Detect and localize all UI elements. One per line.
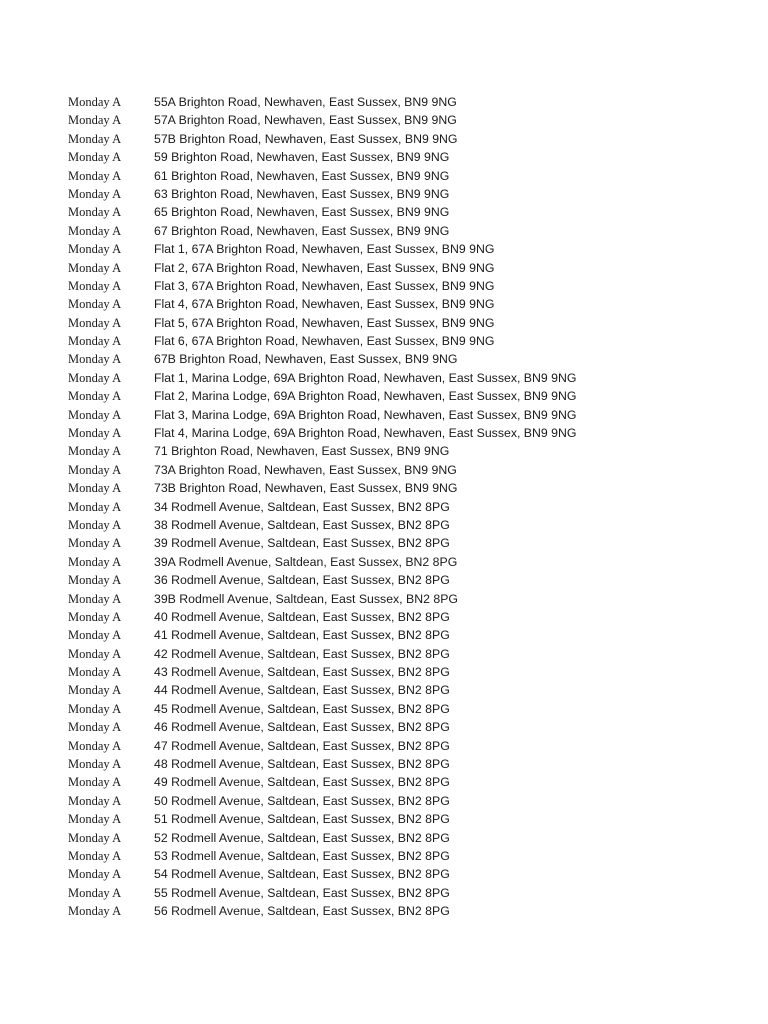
address: Flat 6, 67A Brighton Road, Newhaven, East Sussex, BN9 9NG [154,334,495,349]
address: Flat 4, 67A Brighton Road, Newhaven, East Sussex, BN9 9NG [154,297,495,312]
table-row [0,240,768,258]
address: 39A Rodmell Avenue, Saltdean, East Sussex, BN2 8PG [154,554,458,569]
collection-day: Monday A [68,389,122,404]
address: 71 Brighton Road, Newhaven, East Sussex, BN9 9NG [154,444,450,459]
address: 57A Brighton Road, Newhaven, East Sussex, BN9 9NG [154,113,457,128]
address: Flat 1, 67A Brighton Road, Newhaven, East Sussex, BN9 9NG [154,242,495,257]
address: 59 Brighton Road, Newhaven, East Sussex, BN9 9NG [154,150,450,165]
table-row [0,387,768,405]
collection-day: Monday A [68,885,122,900]
collection-day: Monday A [68,646,122,661]
table-row [0,755,768,773]
address: 39B Rodmell Avenue, Saltdean, East Sussex, BN2 8PG [154,591,458,606]
collection-day: Monday A [68,168,122,183]
address: 63 Brighton Road, Newhaven, East Sussex, BN9 9NG [154,186,450,201]
table-row [0,737,768,755]
address: 61 Brighton Road, Newhaven, East Sussex, BN9 9NG [154,168,450,183]
address: 55 Rodmell Avenue, Saltdean, East Sussex, BN2 8PG [154,885,450,900]
collection-day: Monday A [68,830,122,845]
address: 50 Rodmell Avenue, Saltdean, East Sussex, BN2 8PG [154,793,450,808]
address: Flat 3, 67A Brighton Road, Newhaven, East Sussex, BN9 9NG [154,278,495,293]
address: 34 Rodmell Avenue, Saltdean, East Sussex, BN2 8PG [154,499,450,514]
table-row [0,865,768,883]
address: 36 Rodmell Avenue, Saltdean, East Sussex, BN2 8PG [154,573,450,588]
table-row [0,681,768,699]
address: Flat 4, Marina Lodge, 69A Brighton Road, Newhaven, East Sussex, BN9 9NG [154,426,577,441]
collection-day: Monday A [68,205,122,220]
collection-day: Monday A [68,536,122,551]
table-row [0,553,768,571]
table-row [0,369,768,387]
collection-day: Monday A [68,517,122,532]
table-row [0,203,768,221]
collection-day: Monday A [68,95,122,109]
table-row [0,571,768,589]
table-row [0,424,768,442]
table-row [0,111,768,129]
address: Flat 2, 67A Brighton Road, Newhaven, East Sussex, BN9 9NG [154,260,495,275]
collection-day: Monday A [68,848,122,863]
table-row [0,608,768,626]
table-row [0,810,768,828]
table-row [0,718,768,736]
table-row [0,314,768,332]
address: 73B Brighton Road, Newhaven, East Sussex, BN9 9NG [154,481,458,496]
table-row [0,461,768,479]
address: 57B Brighton Road, Newhaven, East Sussex, BN9 9NG [154,131,458,146]
table-row [0,626,768,644]
table-row [0,350,768,368]
collection-day: Monday A [68,499,122,514]
table-row [0,534,768,552]
table-row [0,590,768,608]
table-row [0,277,768,295]
collection-day: Monday A [68,260,122,275]
collection-day: Monday A [68,738,122,753]
address: 38 Rodmell Avenue, Saltdean, East Sussex, BN2 8PG [154,517,450,532]
table-row [0,93,768,111]
collection-day: Monday A [68,720,122,735]
collection-day: Monday A [68,573,122,588]
table-row [0,792,768,810]
table-row [0,479,768,497]
table-row [0,332,768,350]
collection-day: Monday A [68,150,122,165]
address: 40 Rodmell Avenue, Saltdean, East Sussex, BN2 8PG [154,609,450,624]
collection-day: Monday A [68,904,122,919]
collection-day: Monday A [68,609,122,624]
collection-day: Monday A [68,793,122,808]
collection-day: Monday A [68,113,122,128]
collection-day: Monday A [68,683,122,698]
collection-day: Monday A [68,242,122,257]
collection-day: Monday A [68,462,122,477]
address: 51 Rodmell Avenue, Saltdean, East Sussex, BN2 8PG [154,812,450,827]
address: 67 Brighton Road, Newhaven, East Sussex, BN9 9NG [154,223,450,238]
table-row [0,902,768,920]
address: Flat 2, Marina Lodge, 69A Brighton Road, Newhaven, East Sussex, BN9 9NG [154,389,577,404]
address: Flat 3, Marina Lodge, 69A Brighton Road, Newhaven, East Sussex, BN9 9NG [154,407,577,422]
table-row [0,185,768,203]
collection-day: Monday A [68,867,122,882]
address: 46 Rodmell Avenue, Saltdean, East Sussex, BN2 8PG [154,720,450,735]
table-row [0,259,768,277]
collection-day: Monday A [68,775,122,790]
address: 55A Brighton Road, Newhaven, East Sussex, BN9 9NG [154,95,457,109]
address: 56 Rodmell Avenue, Saltdean, East Sussex, BN2 8PG [154,904,450,919]
collection-day: Monday A [68,278,122,293]
collection-day: Monday A [68,628,122,643]
table-row [0,222,768,240]
address: 47 Rodmell Avenue, Saltdean, East Sussex, BN2 8PG [154,738,450,753]
table-row [0,130,768,148]
collection-day: Monday A [68,370,122,385]
table-row [0,295,768,313]
address: 39 Rodmell Avenue, Saltdean, East Sussex, BN2 8PG [154,536,450,551]
address: 45 Rodmell Avenue, Saltdean, East Sussex, BN2 8PG [154,701,450,716]
collection-day: Monday A [68,223,122,238]
address: 43 Rodmell Avenue, Saltdean, East Sussex, BN2 8PG [154,665,450,680]
address: 42 Rodmell Avenue, Saltdean, East Sussex, BN2 8PG [154,646,450,661]
table-row [0,645,768,663]
address: 48 Rodmell Avenue, Saltdean, East Sussex, BN2 8PG [154,757,450,772]
collection-day: Monday A [68,444,122,459]
table-row [0,406,768,424]
table-row [0,498,768,516]
table-row [0,148,768,166]
collection-day: Monday A [68,315,122,330]
address: 54 Rodmell Avenue, Saltdean, East Sussex, BN2 8PG [154,867,450,882]
collection-day: Monday A [68,407,122,422]
table-row [0,167,768,185]
table-row [0,773,768,791]
collection-day: Monday A [68,701,122,716]
collection-day: Monday A [68,352,122,367]
collection-day: Monday A [68,426,122,441]
address: Flat 1, Marina Lodge, 69A Brighton Road, Newhaven, East Sussex, BN9 9NG [154,370,577,385]
address: 52 Rodmell Avenue, Saltdean, East Sussex, BN2 8PG [154,830,450,845]
address: 67B Brighton Road, Newhaven, East Sussex, BN9 9NG [154,352,458,367]
collection-day: Monday A [68,757,122,772]
collection-day: Monday A [68,186,122,201]
table-row [0,700,768,718]
collection-day: Monday A [68,481,122,496]
table-row [0,847,768,865]
collection-day: Monday A [68,591,122,606]
address: 44 Rodmell Avenue, Saltdean, East Sussex, BN2 8PG [154,683,450,698]
address: 65 Brighton Road, Newhaven, East Sussex, BN9 9NG [154,205,450,220]
table-row [0,884,768,902]
collection-day: Monday A [68,812,122,827]
collection-day: Monday A [68,554,122,569]
collection-day: Monday A [68,334,122,349]
collection-day: Monday A [68,665,122,680]
address: 41 Rodmell Avenue, Saltdean, East Sussex, BN2 8PG [154,628,450,643]
table-row [0,516,768,534]
collection-day: Monday A [68,131,122,146]
address: 49 Rodmell Avenue, Saltdean, East Sussex, BN2 8PG [154,775,450,790]
address: 73A Brighton Road, Newhaven, East Sussex, BN9 9NG [154,462,457,477]
address: Flat 5, 67A Brighton Road, Newhaven, East Sussex, BN9 9NG [154,315,495,330]
table-row [0,829,768,847]
table-row [0,663,768,681]
address: 53 Rodmell Avenue, Saltdean, East Sussex, BN2 8PG [154,848,450,863]
table-row [0,442,768,460]
collection-day: Monday A [68,297,122,312]
